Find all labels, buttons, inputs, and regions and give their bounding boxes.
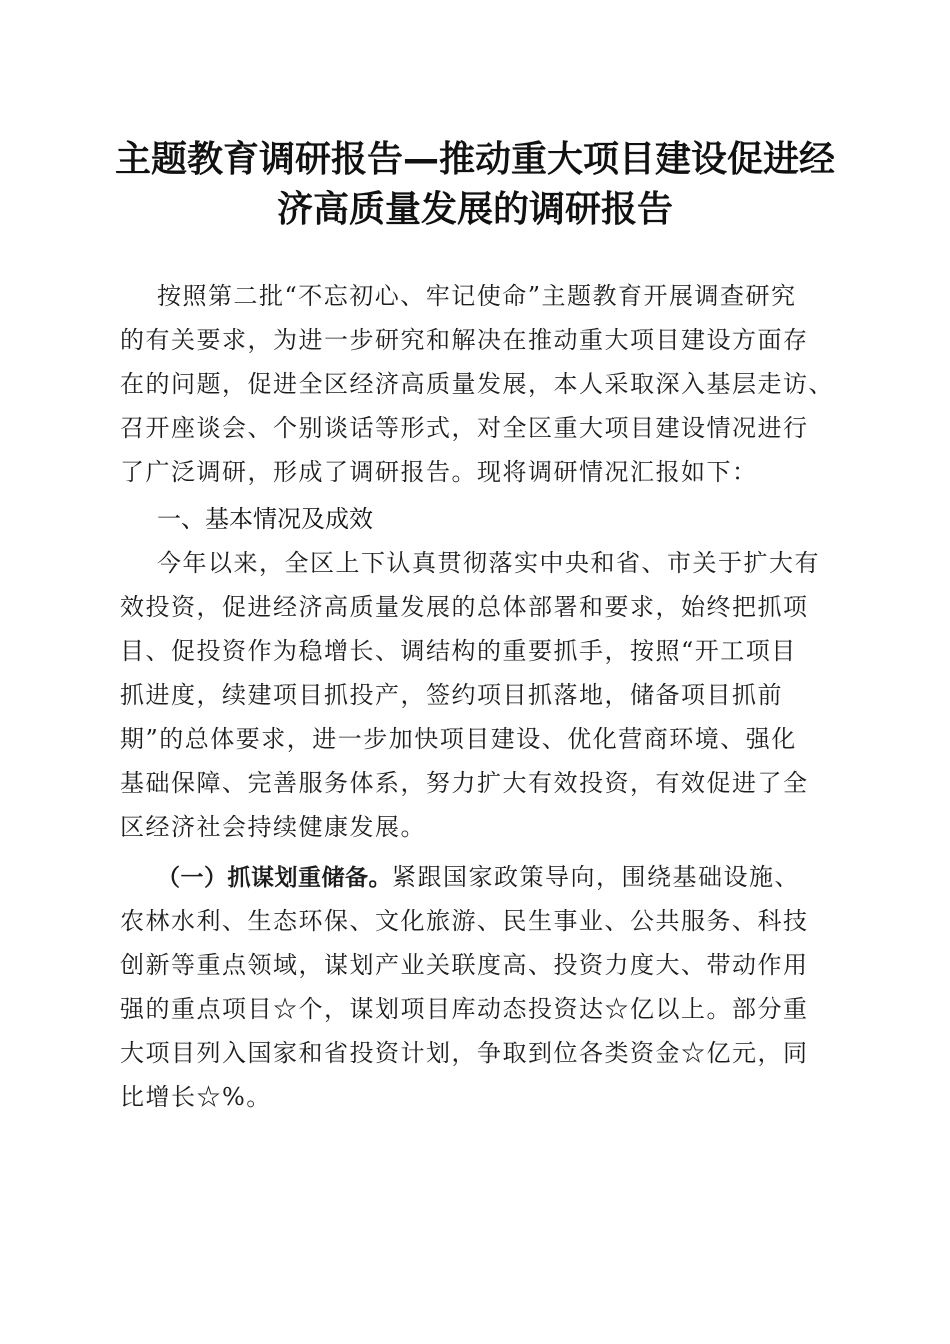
subsection-para-line: 大项目列入国家和省投资计划，争取到位各类资金☆亿元，同 xyxy=(120,1039,809,1067)
subsection-para-line: 创新等重点领域，谋划产业关联度高、投资力度大、带动作用 xyxy=(120,951,809,979)
subsection-first-line-text: 紧跟国家政策导向，围绕基础设施、 xyxy=(392,863,800,891)
subsection-para-line: 农林水利、生态环保、文化旅游、民生事业、公共服务、科技 xyxy=(120,907,809,935)
subsection-para-line: 比增长☆%。 xyxy=(120,1083,272,1111)
section-heading: 一、基本情况及成效 xyxy=(157,505,373,533)
section-para-line: 区经济社会持续健康发展。 xyxy=(120,813,426,841)
intro-line: 按照第二批“不忘初心、牢记使命”主题教育开展调查研究 xyxy=(157,282,797,310)
subsection-first-line xyxy=(157,855,877,900)
section-para-line: 效投资，促进经济高质量发展的总体部署和要求，始终把抓项 xyxy=(120,593,809,621)
section-para-line: 基础保障、完善服务体系，努力扩大有效投资，有效促进了全 xyxy=(120,769,809,797)
section-para-line: 期”的总体要求，进一步加快项目建设、优化营商环境、强化 xyxy=(120,725,797,753)
intro-line: 了广泛调研，形成了调研报告。现将调研情况汇报如下： xyxy=(120,458,758,486)
intro-line: 在的问题，促进全区经济高质量发展，本人采取深入基层走访、 xyxy=(120,370,834,398)
subsection-heading: （一）抓谋划重储备。 xyxy=(157,865,392,891)
document-title-line-2: 济高质量发展的调研报告 xyxy=(276,189,673,230)
section-para-line: 目、促投资作为稳增长、调结构的重要抓手，按照“开工项目 xyxy=(120,637,797,665)
intro-line: 召开座谈会、个别谈话等形式，对全区重大项目建设情况进行 xyxy=(120,414,809,442)
section-para-line: 抓进度，续建项目抓投产，签约项目抓落地，储备项目抓前 xyxy=(120,681,783,709)
subsection-para-line: 强的重点项目☆个，谋划项目库动态投资达☆亿以上。部分重 xyxy=(120,995,809,1023)
document-title-line-1: 主题教育调研报告—推动重大项目建设促进经 xyxy=(114,139,835,180)
section-para-line: 今年以来，全区上下认真贯彻落实中央和省、市关于扩大有 xyxy=(157,549,820,577)
intro-line: 的有关要求，为进一步研究和解决在推动重大项目建设方面存 xyxy=(120,326,809,354)
